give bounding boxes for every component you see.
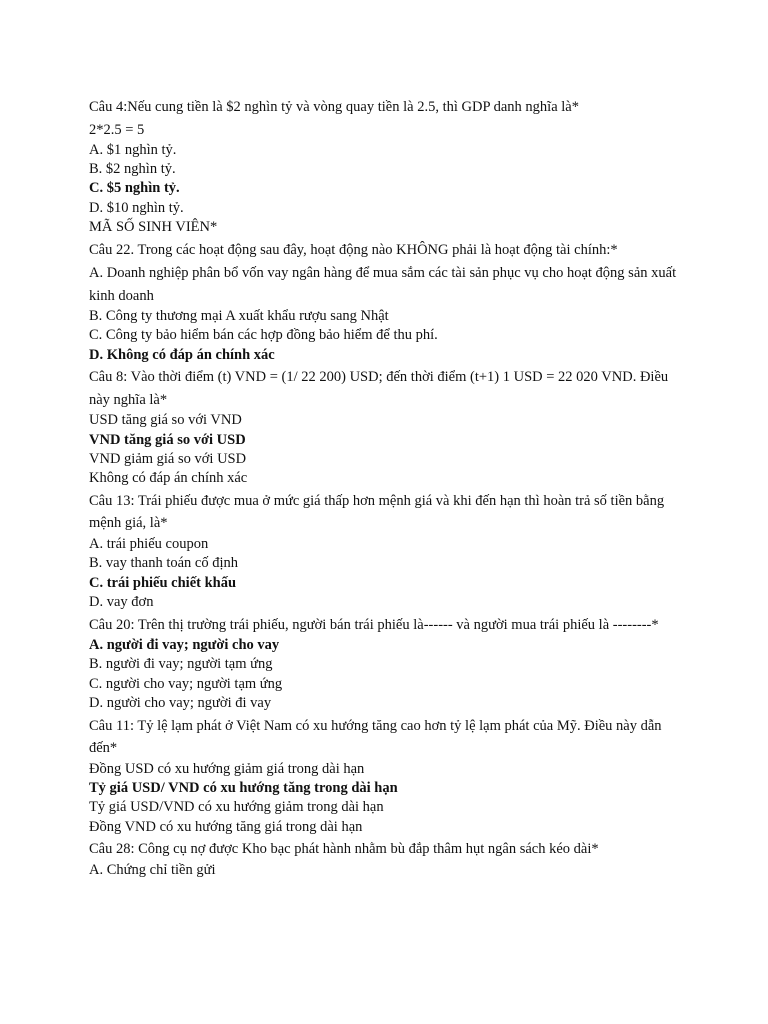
answer-option: A. $1 nghìn tỷ. [89, 141, 177, 158]
calculation-note: 2*2.5 = 5 [89, 121, 145, 138]
answer-option: Không có đáp án chính xác [89, 470, 248, 487]
correct-answer-option: Tỷ giá USD/ VND có xu hướng tăng trong dài hạn [89, 780, 398, 797]
question-text: Câu 20: Trên thị trường trái phiếu, người bán trái phiếu là------ và người mua trái phiếu là --------* [89, 616, 659, 633]
question-list [89, 96, 679, 880]
question-text: Câu 11: Tỷ lệ lạm phát ở Việt Nam có xu hướng tăng cao hơn tỷ lệ lạm phát của Mỹ. Điều này dẫn đến* [89, 717, 662, 757]
question-text: Câu 8: Vào thời điểm (t) VND = (1/ 22 200) USD; đến thời điểm (t+1) 1 USD = 22 020 VND. Điều này nghĩa là* [89, 369, 669, 408]
answer-option: C. người cho vay; người tạm ứng [89, 675, 283, 692]
answer-option: B. vay thanh toán cố định [89, 555, 239, 572]
document-page [89, 96, 679, 880]
answer-option: A. Chứng chỉ tiền gửi [89, 861, 216, 878]
correct-answer-option: VND tăng giá so với USD [89, 431, 246, 448]
answer-option: B. người đi vay; người tạm ứng [89, 656, 273, 673]
answer-option: MÃ SỐ SINH VIÊN* [89, 219, 218, 236]
correct-answer-option: D. Không có đáp án chính xác [89, 346, 275, 363]
answer-option: B. Công ty thương mại A xuất khẩu rượu sang Nhật [89, 308, 389, 325]
question-text: Câu 13: Trái phiếu được mua ở mức giá thấp hơn mệnh giá và khi đến hạn thì hoàn trả số tiền bằng mệnh giá, là* [89, 492, 665, 532]
correct-answer-option: C. trái phiếu chiết khấu [89, 574, 237, 591]
answer-option: C. Công ty bảo hiểm bán các hợp đồng bảo hiểm để thu phí. [89, 327, 438, 344]
answer-option: A. Doanh nghiệp phân bổ vốn vay ngân hàng để mua sắm các tài sản phục vụ cho hoạt động sản xuất kinh doanh [89, 265, 677, 304]
answer-option: D. vay đơn [89, 594, 154, 611]
correct-answer-option: C. $5 nghìn tỷ. [89, 180, 180, 197]
correct-answer-option: A. người đi vay; người cho vay [89, 637, 280, 653]
answer-option: D. $10 nghìn tỷ. [89, 199, 184, 216]
answer-option: Tỷ giá USD/VND có xu hướng giảm trong dài hạn [89, 799, 384, 816]
answer-option: B. $2 nghìn tỷ. [89, 160, 176, 177]
question-text: Câu 4:Nếu cung tiền là $2 nghìn tỷ và vòng quay tiền là 2.5, thì GDP danh nghĩa là* [89, 99, 579, 115]
answer-option: USD tăng giá so với VND [89, 412, 242, 429]
question-text: Câu 22. Trong các hoạt động sau đây, hoạt động nào KHÔNG phải là hoạt động tài chính:* [89, 241, 618, 258]
question-text: Câu 28: Công cụ nợ được Kho bạc phát hành nhằm bù đắp thâm hụt ngân sách kéo dài* [89, 841, 599, 858]
answer-option: Đồng USD có xu hướng giảm giá trong dài hạn [89, 760, 365, 777]
answer-option: D. người cho vay; người đi vay [89, 695, 272, 712]
answer-option: VND giảm giá so với USD [89, 451, 247, 468]
answer-option: Đồng VND có xu hướng tăng giá trong dài hạn [89, 818, 363, 835]
answer-option: A. trái phiếu coupon [89, 535, 209, 552]
